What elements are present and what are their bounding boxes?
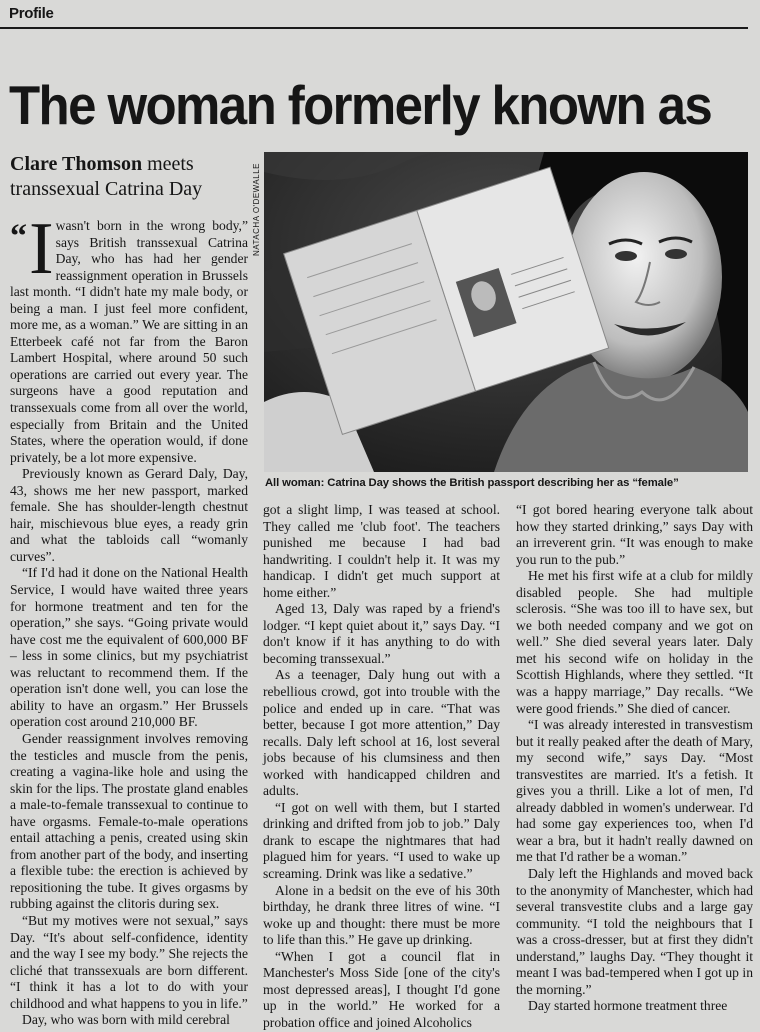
article-paragraph: Day, who was born with mild cerebral	[22, 1012, 230, 1028]
article-column-1	[10, 208, 248, 1029]
section-label: Profile	[9, 5, 54, 22]
article-paragraph: got a slight limp, I was teased at school. They called me 'club foot'. The teachers punished me because I had bad handwriting. I couldn't help it. It was my handicap. I didn't get much support at home either.”	[263, 502, 500, 600]
standfirst	[10, 152, 255, 202]
byline: Clare Thomson	[10, 153, 143, 175]
top-rule	[0, 27, 748, 29]
article-paragraph: “I was already interested in transvestism but it really peaked after the death of Mary, my second wife,” says Day. “Most transvestites are married. It's a fetish. It gives you a thrill. Like a lot of men, I'd already dabbled in women's underwear. I'd had some gay experiences too, when I'd wear a bra, but it hadn't really dawned on me that I'd rather be a woman.”	[516, 717, 753, 865]
article-paragraph: Day started hormone treatment three	[528, 998, 728, 1014]
standfirst-text: meets transsexual Catrina Day	[10, 153, 203, 200]
article-paragraph: Previously known as Gerard Daly, Day, 43, shows me her new passport, marked female. She has shoulder-length chestnut hair, mischievous blue eyes, a ready grin and what the tabloids call “womanly curves”.	[10, 466, 248, 564]
article-column-2	[263, 502, 500, 1032]
article-paragraph: Gender reassignment involves removing the testicles and muscle from the penis, creating a vagina-like hole and using the skin for the lips. The prostate gland enables a male-to-female transsexual to continue to have orgasms. Female-to-male operations entail attaching a penis, created using skin from another part of the body, and inserting a flexible tube: the erection is achieved by repositioning the tube. It gives orgasms by rubbing against the clitoris during sex.	[10, 730, 248, 912]
article-paragraph: “But my motives were not sexual,” says Day. “It's about self-confidence, identity and the way I see my body.” She rejects the cliché that transsexuals are born different. “I think it has a lot to do with your childhood and what happens to you in life.”	[10, 912, 248, 1011]
photo-caption: All woman: Catrina Day shows the British passport describing her as “female”	[265, 477, 679, 489]
article-paragraph: “I got on well with them, but I started drinking and drifted from job to job.” Daly drank to escape the nightmares that had plagued him for years. “I used to wake up screaming. Drink was like a sedative.”	[263, 799, 500, 882]
drop-cap	[10, 208, 54, 290]
drop-cap-quote: “	[10, 218, 27, 255]
article-paragraph: He met his first wife at a club for mildly disabled people. She had multiple sclerosis. “She was too ill to have sex, but we both needed company and we got on well.” She died several years later. Daly met his second wife on holiday in the Scottish Highlands, where they settled. “It was a happy marriage,” Day recalls. “We were good friends.” She died of cancer.	[516, 568, 753, 716]
article-paragraph	[10, 208, 248, 466]
drop-cap-letter: I	[29, 208, 54, 290]
photo-credit: NATACHA O'DEWALLE	[252, 162, 261, 256]
article-paragraph: “If I'd had it done on the National Health Service, I would have waited three years for hormone treatment and ten for the operation,” she says. “Going private would have cost me the equivalent of 600,000 BF – less in some clinics, but my psychiatrist was reluctant to recommend them. If the operation isn't done well, you can lose the ability to have an orgasm.” Her Brussels operation cost around 210,000 BF.	[10, 565, 248, 730]
article-paragraph: Alone in a bedsit on the eve of his 30th birthday, he drank three litres of wine. “I woke up and thought: there must be more to life than this.” He gave up drinking.	[263, 882, 500, 948]
headline: The woman formerly known as	[9, 74, 712, 136]
article-paragraph: “I got bored hearing everyone talk about how they started drinking,” says Day with an irreverent grin. “It was enough to make you run to the pub.”	[516, 502, 753, 567]
article-paragraph: Daly left the Highlands and moved back to the anonymity of Manchester, which had several transvestite clubs and a large gay community. “I told the neighbours that I was a cross-dresser, but at first they didn't understand,” laughs Day. “They thought it meant I was bad-tempered when I got up in the morning.”	[516, 866, 753, 997]
photo-illustration	[264, 152, 748, 472]
article-paragraph: “When I got a council flat in Manchester's Moss Side [one of the city's most depressed areas], I thought I'd gone up in the world.” He worked for a probation office and joined Alcoholics	[263, 948, 500, 1030]
article-paragraph: Aged 13, Daly was raped by a friend's lodger. “I kept quiet about it,” says Day. “I don't know if it has anything to do with becoming transsexual.”	[263, 601, 500, 666]
paragraph-text: wasn't born in the wrong body,” says British transsexual Catrina Day, who has had her gender reassignment operation in Brussels last month. “I didn't hate my male body, or being a man. I just feel more confident, more me, as a woman.” We are sitting in an Etterbeek café not far from the Baron Lambert Hospital, where around 50 such operations are carried out every year. The surgeons have a good reputation and transsexuals come from all over the world, especially from Britain and the United States, where the operation would, if done privately, be a lot more expensive.	[10, 218, 248, 465]
article-paragraph: As a teenager, Daly hung out with a rebellious crowd, got into trouble with the police and ended up in care. “That was better, because I got more attention,” Day recalls. Daly left school at 16, lost several jobs because of his clumsiness and then worked with handicapped children and adults.	[263, 667, 500, 799]
photo	[264, 152, 748, 472]
article-column-3	[516, 502, 753, 1015]
